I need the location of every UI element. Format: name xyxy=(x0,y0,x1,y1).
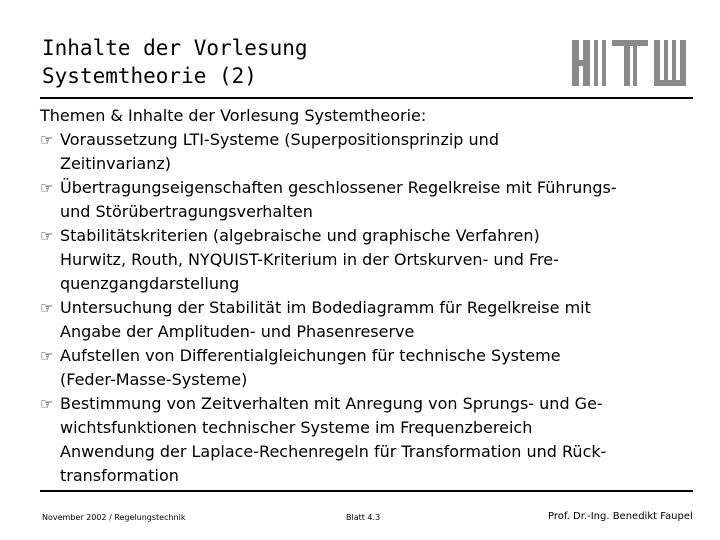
footer-author: Prof. Dr.-Ing. Benedikt Faupel xyxy=(548,511,693,522)
topic-line: Angabe der Amplituden- und Phasenreserve xyxy=(60,322,415,341)
pointing-hand-icon: ☞ xyxy=(40,131,54,149)
topic-list-item xyxy=(40,296,700,344)
pointing-hand-icon: ☞ xyxy=(40,179,54,197)
slide-content xyxy=(40,104,700,488)
topic-list xyxy=(40,128,700,488)
slide-title xyxy=(42,34,308,90)
slide-title-line-1: Inhalte der Vorlesung xyxy=(42,36,308,60)
topic-line: Voraussetzung LTI-Systeme (Superpositionsprinzip und xyxy=(60,130,499,149)
topic-line: Übertragungseigenschaften geschlossener Regelkreise mit Führungs- xyxy=(60,178,617,197)
topic-line: wichtsfunktionen technischer Systeme im Frequenzbereich xyxy=(60,418,533,437)
topic-list-item xyxy=(40,224,700,296)
topic-list-item xyxy=(40,392,700,488)
footer-page-number: Blatt 4.3 xyxy=(346,513,381,522)
pointing-hand-icon: ☞ xyxy=(40,347,54,365)
footer-left: November 2002 / Regelungstechnik xyxy=(42,513,186,522)
topic-line: Untersuchung der Stabilität im Bodediagramm für Regelkreise mit xyxy=(60,298,591,317)
pointing-hand-icon: ☞ xyxy=(40,395,54,413)
topic-list-item xyxy=(40,344,700,392)
topic-list-item xyxy=(40,128,700,176)
topic-line: (Feder-Masse-Systeme) xyxy=(60,370,248,389)
footer-divider xyxy=(40,490,693,492)
intro-text: Themen & Inhalte der Vorlesung Systemtheorie: xyxy=(40,106,427,125)
topic-line: Anwendung der Laplace-Rechenregeln für Transformation und Rück- xyxy=(60,442,607,461)
topic-line: Hurwitz, Routh, NYQUIST-Kriterium in der Ortskurven- und Fre- xyxy=(60,250,559,269)
topic-list-item xyxy=(40,176,700,224)
htw-logo xyxy=(572,40,694,86)
topic-line: Bestimmung von Zeitverhalten mit Anregung von Sprungs- und Ge- xyxy=(60,394,603,413)
slide-title-line-2: Systemtheorie (2) xyxy=(42,64,257,88)
topic-line: quenzgangdarstellung xyxy=(60,274,240,293)
topic-line: Aufstellen von Differentialgleichungen für technische Systeme xyxy=(60,346,561,365)
topic-line: Zeitinvarianz) xyxy=(60,154,171,173)
topic-line: und Störübertragungsverhalten xyxy=(60,202,313,221)
header-divider xyxy=(40,97,693,99)
topic-line: transformation xyxy=(60,466,179,485)
topic-line: Stabilitätskriterien (algebraische und graphische Verfahren) xyxy=(60,226,540,245)
pointing-hand-icon: ☞ xyxy=(40,227,54,245)
pointing-hand-icon: ☞ xyxy=(40,299,54,317)
